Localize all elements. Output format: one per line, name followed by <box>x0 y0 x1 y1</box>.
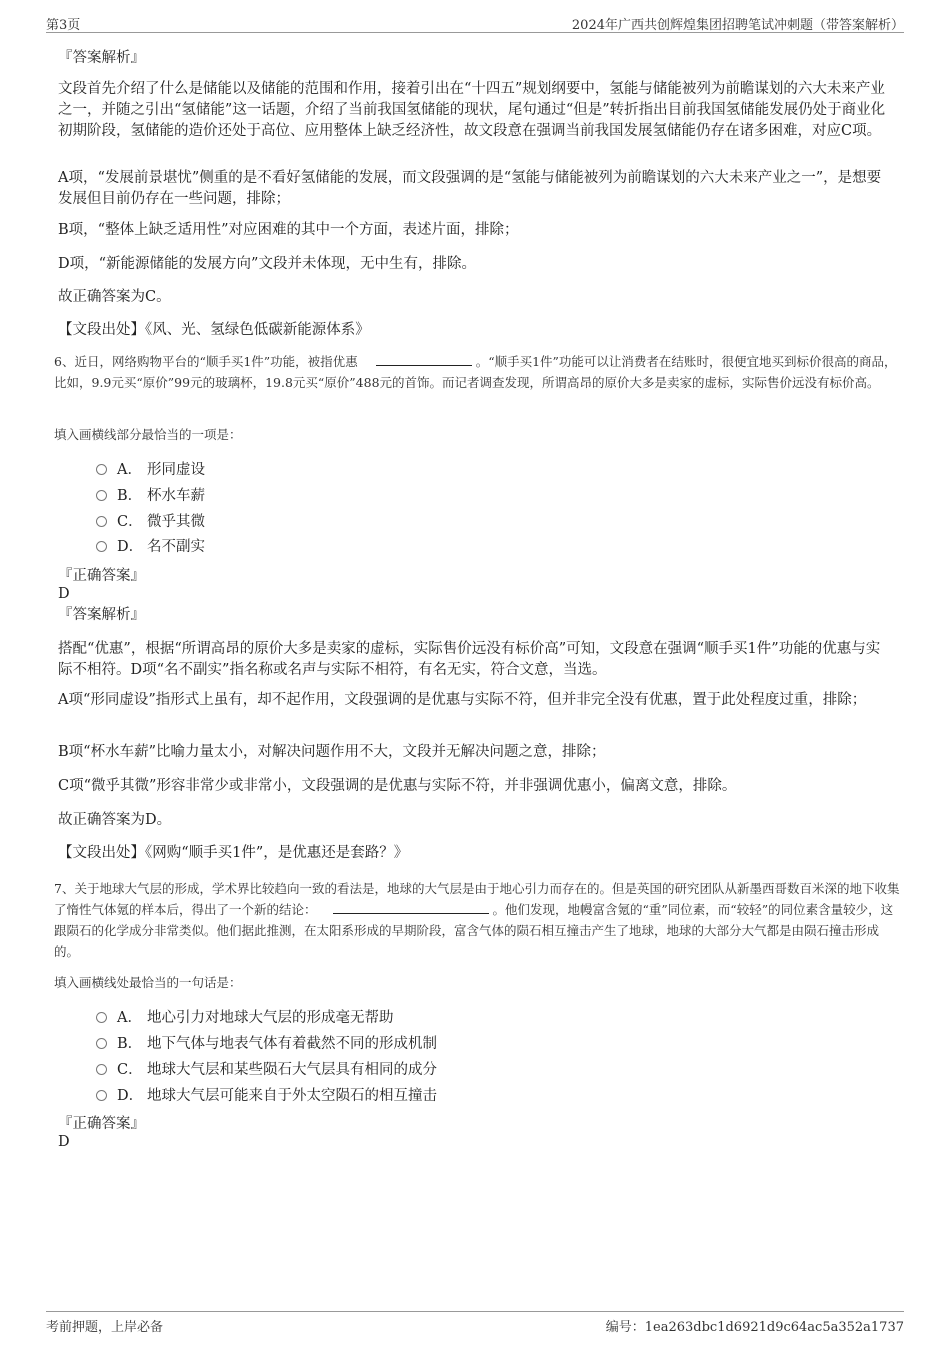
q7-option-a[interactable]: A． 地心引力对地球大气层的形成毫无帮助 <box>96 1008 394 1028</box>
q6-stem-part2: 。“顺手买1件”功能可以让消费者在结账时，很便宜地买到标价很高的商品，比如，9.9元买“原价”99元的玻璃杯，19.8元买“原价”488元的首饰。而记者调查发现，所谓高昂的原价大多是卖家的虚标，实际售价远没有标价高。 <box>54 354 897 390</box>
radio-icon[interactable] <box>96 1064 107 1075</box>
q7-prompt: 填入画横线处最恰当的一句话是： <box>54 975 242 990</box>
q7-stem <box>54 878 900 962</box>
q5-option-b-analysis: B项，“整体上缺乏适用性”对应困难的其中一个方面，表述片面，排除； <box>58 222 519 238</box>
radio-icon[interactable] <box>96 464 107 475</box>
q6-prompt: 填入画横线部分最恰当的一项是： <box>54 427 242 442</box>
q6-answer: D <box>58 586 70 602</box>
footer-serial: 编号：1ea263dbc1d6921d9c64ac5a352a1737 <box>605 1320 904 1335</box>
radio-icon[interactable] <box>96 516 107 527</box>
q5-option-d-analysis: D项，“新能源储能的发展方向”文段并未体现，无中生有，排除。 <box>58 256 476 272</box>
q6-option-b[interactable]: B． 杯水车薪 <box>96 486 205 506</box>
q6-option-a[interactable]: A． 形同虚设 <box>96 460 205 480</box>
q7-answer: D <box>58 1134 70 1150</box>
q6-blank <box>376 353 472 366</box>
radio-icon[interactable] <box>96 1012 107 1023</box>
page-number: 第3页 <box>46 18 81 33</box>
q5-source: 【文段出处】《风、光、氢绿色低碳新能源体系》 <box>58 322 370 338</box>
q7-option-b[interactable]: B． 地下气体与地表气体有着截然不同的形成机制 <box>96 1034 437 1054</box>
document-title: 2024年广西共创辉煌集团招聘笔试冲刺题（带答案解析） <box>571 18 904 33</box>
q7-option-c[interactable]: C． 地球大气层和某些陨石大气层具有相同的成分 <box>96 1060 437 1080</box>
q7-stem-part1: 7、关于地球大气层的形成，学术界比较趋向一致的看法是，地球的大气层是由于地心引力而存在的。但是英国的研究团队从新墨西哥数百米深的地下收集了惰性气体氪的样本后，得出了一个新的结论： <box>54 881 900 917</box>
page-header <box>46 12 904 33</box>
radio-icon[interactable] <box>96 1038 107 1049</box>
q6-answer-label: 『正确答案』 <box>58 568 145 584</box>
q6-option-c[interactable]: C． 微乎其微 <box>96 512 205 532</box>
q5-analysis-label: 『答案解析』 <box>58 50 145 66</box>
q6-analysis: 搭配“优惠”，根据“所谓高昂的原价大多是卖家的虚标，实际售价远没有标价高”可知，文段意在强调“顺手买1件”功能的优惠与实际不相符。D项“名不副实”指名称或名声与实际不相符，有名无实，符合文意，当选。 <box>58 641 881 678</box>
q6-stem-part1: 6、近日，网络购物平台的“顺手买1件”功能，被指优惠 <box>54 354 358 369</box>
q7-stem-part2: 。他们发现，地幔富含氪的“重”同位素，而“较轻”的同位素含量较少，这跟陨石的化学成分非常类似。他们据此推测，在太阳系形成的早期阶段，富含气体的陨石相互撞击产生了地球，地球的大部分大气都是由陨石撞击形成的。 <box>54 902 894 959</box>
q5-analysis: 文段首先介绍了什么是储能以及储能的范围和作用，接着引出在“十四五”规划纲要中，氢能与储能被列为前瞻谋划的六大未来产业之一，并随之引出“氢储能”这一话题，介绍了当前我国氢储能的现状，尾句通过“但是”转折指出目前我国氢储能发展仍处于商业化初期阶段，氢储能的造价还处于高位、应用整体上缺乏经济性，故文段意在强调当前我国发展氢储能仍存在诸多困难，对应C项。 <box>58 81 886 139</box>
q7-option-d[interactable]: D． 地球大气层可能来自于外太空陨石的相互撞击 <box>96 1086 437 1106</box>
q6-stem <box>54 351 900 393</box>
q6-option-d[interactable]: D． 名不副实 <box>96 537 205 557</box>
q7-blank <box>333 901 489 914</box>
radio-icon[interactable] <box>96 490 107 501</box>
footer-slogan: 考前押题，上岸必备 <box>46 1320 164 1335</box>
radio-icon[interactable] <box>96 1090 107 1101</box>
q6-source: 【文段出处】《网购“顺手买1件”，是优惠还是套路？》 <box>58 845 409 861</box>
q5-conclusion: 故正确答案为C。 <box>58 289 171 305</box>
q6-option-b-analysis: B项“杯水车薪”比喻力量太小，对解决问题作用不大，文段并无解决问题之意，排除； <box>58 744 606 760</box>
q6-option-a-analysis: A项“形同虚设”指形式上虽有，却不起作用，文段强调的是优惠与实际不符，但并非完全没有优惠，置于此处程度过重，排除； <box>58 692 867 708</box>
page-footer <box>46 1311 904 1336</box>
q6-analysis-label: 『答案解析』 <box>58 607 145 623</box>
radio-icon[interactable] <box>96 541 107 552</box>
q6-conclusion: 故正确答案为D。 <box>58 812 172 828</box>
q5-option-a-analysis: A项，“发展前景堪忧”侧重的是不看好氢储能的发展，而文段强调的是“氢能与储能被列为前瞻谋划的六大未来产业之一”，是想要发展但目前仍存在一些问题，排除； <box>58 170 882 207</box>
q6-option-c-analysis: C项“微乎其微”形容非常少或非常小，文段强调的是优惠与实际不符，并非强调优惠小，偏离文意，排除。 <box>58 778 737 794</box>
q7-answer-label: 『正确答案』 <box>58 1116 145 1132</box>
